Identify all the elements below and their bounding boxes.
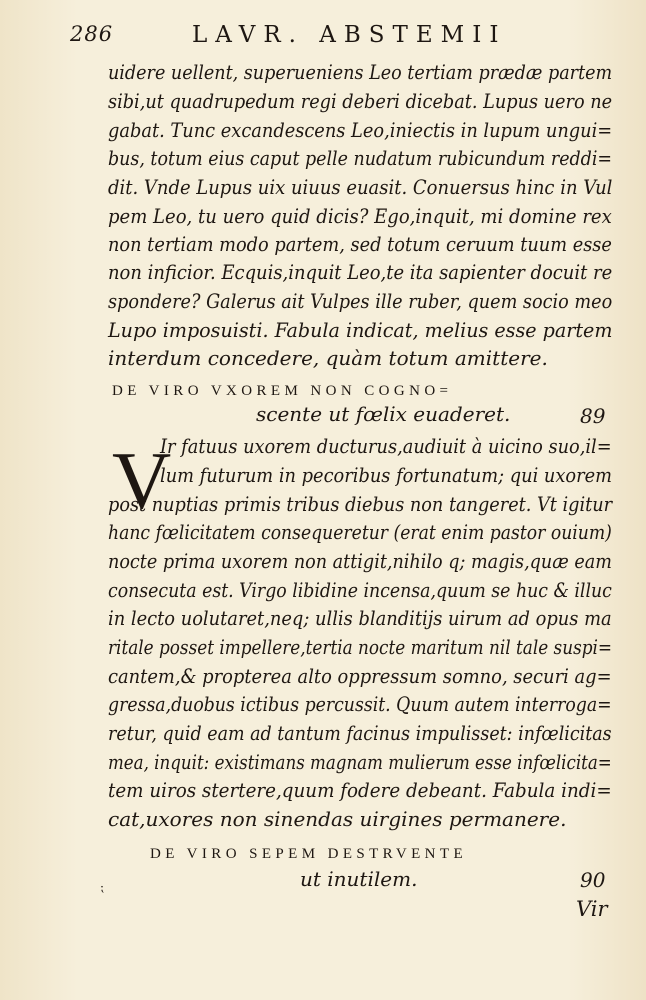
text-line: nocte prima uxorem non attigit,nihilo q; magis,quæ eam: [108, 549, 612, 573]
text-line: gressa,duobus ictibus percussit. Quum autem interroga=: [108, 692, 612, 716]
text-line: mea, inquit: existimans magnam mulierum esse infœlicita=: [108, 750, 612, 774]
fable-subtitle: ut inutilem.: [300, 867, 418, 891]
text-line: sibi,ut quadrupedum regi deberi dicebat. Lupus uero ne: [108, 89, 613, 113]
text-line: cat,uxores non sinendas uirgines permanere.: [108, 807, 567, 831]
text-line: cantem,& propterea alto oppressum somno, securi ag=: [108, 664, 612, 688]
page-number: 286: [70, 22, 114, 46]
text-line: uidere uellent, superueniens Leo tertiam prædæ partem: [108, 60, 613, 84]
fable-number: 89: [580, 404, 606, 428]
text-line: tem uiros stertere,quum fodere debeant. Fabula indi=: [108, 778, 612, 802]
text-line: gabat. Tunc excandescens Leo,iniectis in lupum ungui=: [108, 118, 613, 142]
text-line: dit. Vnde Lupus uix uiuus euasit. Conuersus hinc in Vul: [108, 175, 613, 199]
text-line: pem Leo, tu uero quid dicis? Ego,inquit, mi domine rex: [108, 204, 612, 228]
text-line: hanc fœlicitatem consequeretur (erat enim pastor ouium): [108, 520, 612, 544]
text-line: in lecto uolutaret,neq; ullis blanditijs uirum ad opus ma: [108, 606, 612, 630]
text-line: consecuta est. Virgo libidine incensa,quum se huc & illuc: [108, 578, 612, 602]
text-line: spondere? Galerus ait Vulpes ille ruber, quem socio meo: [108, 289, 613, 313]
text-line: non inficior. Ecquis,inquit Leo,te ita sapienter docuit re: [108, 260, 613, 284]
fable-heading: DE VIRO SEPEM DESTRVENTE: [150, 846, 468, 862]
text-line: ritale posset impellere,tertia nocte maritum nil tale suspi=: [108, 635, 613, 659]
text-line: non tertiam modo partem, sed totum ceruum tuum esse: [108, 232, 612, 256]
fable-number: 90: [580, 868, 606, 892]
fable-subtitle: scente ut fœlix euaderet.: [256, 402, 511, 426]
drop-capital: V: [112, 435, 172, 526]
text-line: Lupo imposuisti. Fabula indicat, melius esse partem: [108, 318, 613, 342]
text-line: interdum concedere, quàm totum amittere.: [108, 346, 548, 370]
catchword: Vir: [576, 897, 608, 921]
running-title: LAVR. ABSTEMII: [192, 22, 507, 48]
text-line: post nuptias primis tribus diebus non tangeret. Vt igitur: [108, 492, 613, 516]
margin-mark: ⁏: [100, 880, 105, 894]
fable-heading: DE VIRO VXOREM NON COGNO=: [112, 383, 453, 399]
text-line: Ir fatuus uxorem ducturus,audiuit à uicino suo,il=: [160, 434, 612, 458]
text-line: bus, totum eius caput pelle nudatum rubicundum reddi=: [108, 146, 613, 170]
running-head: [70, 22, 610, 50]
text-line: retur, quid eam ad tantum facinus impulisset: infœlicitas: [108, 721, 612, 745]
text-line: lum futurum in pecoribus fortunatum; qui uxorem: [160, 463, 613, 487]
